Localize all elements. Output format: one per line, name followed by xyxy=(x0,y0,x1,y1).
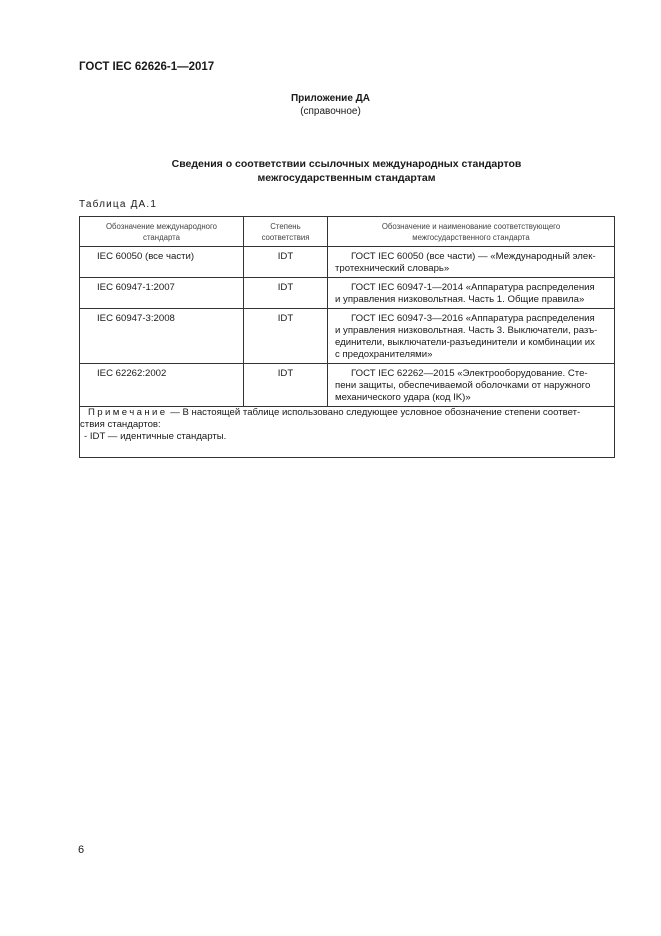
document-code: ГОСТ IEC 62626-1—2017 xyxy=(79,61,215,73)
intl-standard-cell: IEC 60947-3:2008 xyxy=(80,309,244,364)
degree-cell: IDT xyxy=(244,364,328,407)
interstate-standard-cell: ГОСТ IEC 60947-1—2014 «Аппаратура распределения и управления низковольтная. Часть 1. Общие правила» xyxy=(328,278,615,309)
intl-standard-cell: IEC 62262:2002 xyxy=(80,364,244,407)
appendix-title-block xyxy=(0,92,661,118)
interstate-standard-cell: ГОСТ IEC 62262—2015 «Электрооборудование. Сте- пени защиты, обеспечиваемой оболочками от наружного механического удара (код IK)» xyxy=(328,364,615,407)
note-text: — В настоящей таблице использовано следующее условное обозначение степени соответ- xyxy=(167,407,581,418)
appendix-subtitle: (справочное) xyxy=(300,106,361,117)
table-row xyxy=(80,247,615,278)
degree-cell: IDT xyxy=(244,309,328,364)
section-heading xyxy=(0,157,661,185)
section-heading-line1: Сведения о соответствии ссылочных международных стандартов xyxy=(171,158,522,170)
table-note xyxy=(80,407,615,458)
interstate-standard-cell: ГОСТ IEC 60050 (все части) — «Международный элек- тротехнический словарь» xyxy=(328,247,615,278)
degree-cell: IDT xyxy=(244,278,328,309)
table-row xyxy=(80,309,615,364)
appendix-title: Приложение ДА xyxy=(290,93,371,104)
page-number: 6 xyxy=(78,844,85,856)
table-note-row xyxy=(80,407,615,458)
table-header-row xyxy=(80,217,615,247)
intl-standard-cell: IEC 60947-1:2007 xyxy=(80,278,244,309)
column-header-interstate: Обозначение и наименование соответствующего межгосударственного стандарта xyxy=(328,217,615,247)
intl-standard-cell: IEC 60050 (все части) xyxy=(80,247,244,278)
table-row xyxy=(80,364,615,407)
note-list-item: - IDT — идентичные стандарты. xyxy=(84,431,227,442)
table-caption: Таблица ДА.1 xyxy=(79,199,158,210)
standards-table xyxy=(79,216,615,458)
column-header-degree: Степень соответствия xyxy=(244,217,328,247)
section-heading-line2: межгосударственным стандартам xyxy=(257,172,436,184)
column-header-intl: Обозначение международного стандарта xyxy=(80,217,244,247)
interstate-standard-cell: ГОСТ IEC 60947-3—2016 «Аппаратура распределения и управления низковольтная. Часть 3. Выключатели, разъ- единители, выключатели-разъединители и комбинации их с предохранителями» xyxy=(328,309,615,364)
note-text-cont: ствия стандартов: xyxy=(80,419,161,430)
note-label: Примечание xyxy=(88,407,168,418)
table-row xyxy=(80,278,615,309)
degree-cell: IDT xyxy=(244,247,328,278)
